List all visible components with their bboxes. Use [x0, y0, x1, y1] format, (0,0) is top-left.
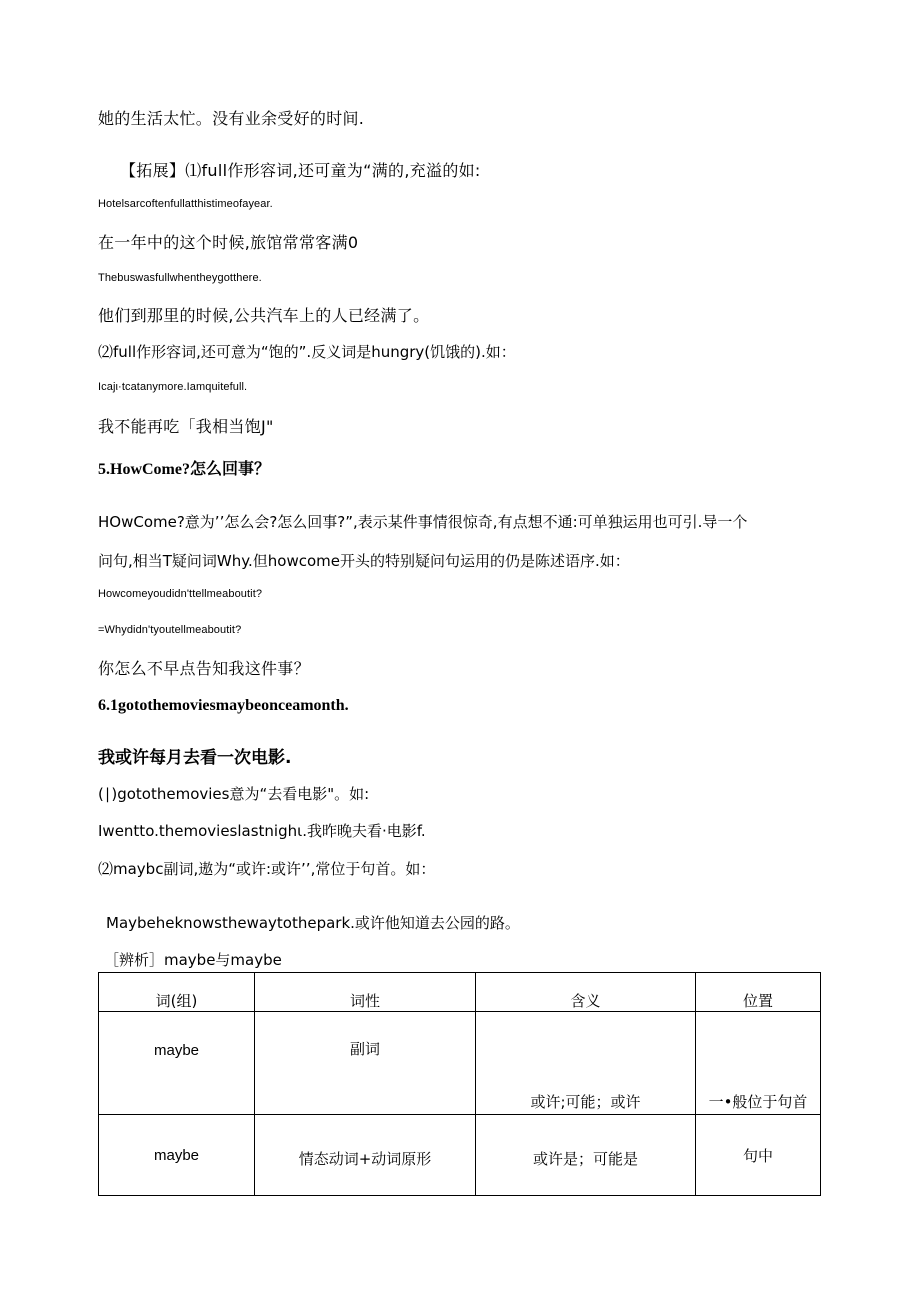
text-line-18: (∣)gotothemovies意为“去看电影"。如: [98, 785, 370, 803]
text-line-22: ［辨析］maybe与maybe [104, 951, 282, 969]
text-line-21: Maybeheknowsthewaytothepark.或许他知道去公园的路。 [106, 914, 520, 932]
text-line-9: 我不能再吃「我相当饱J" [98, 417, 274, 436]
section-heading-5: 5.HowCome?怎么回事？ [98, 461, 270, 478]
table-cell: maybe [99, 1115, 255, 1196]
comparison-table [98, 972, 821, 1196]
text-line-8: Icajι·tcatanymore.Iamquitefull. [98, 381, 248, 393]
table-cell: 情态动词+动词原形 [255, 1115, 476, 1196]
text-line-2: 【拓展】⑴full作形容词,还可童为“满的,充溢的如: [120, 161, 481, 180]
table-cell: 一•般位于句首 [696, 1012, 821, 1115]
text-line-12: 问句,相当T疑问词Why.但howcome开头的特别疑问句运用的仍是陈述语序.如： [98, 552, 630, 570]
table-cell: 或许是；可能是 [476, 1115, 696, 1196]
table-header-row [99, 973, 821, 1012]
section-heading-6: 6.1gotothemoviesmaybeonceamonth. [98, 697, 349, 714]
table-header-cell: 词性 [255, 973, 476, 1012]
table-cell: 或许;可能；或许 [476, 1012, 696, 1115]
text-line-20: ⑵maybc副词,遨为“或许:或许’’,常位于句首。如： [98, 860, 436, 878]
text-line-5: Thebuswasfullwhentheygotthere. [98, 272, 262, 284]
table-cell: maybe [99, 1012, 255, 1115]
table-cell: 副词 [255, 1012, 476, 1115]
text-line-3: Hotelsarcoftenfullatthistimeofayear. [98, 198, 273, 210]
table-row [99, 1012, 821, 1115]
text-line-11: HOwCome?意为’’怎么会?怎么回事?”,表示某件事情很惊奇,有点想不通:可单独运用也可引.导一个 [98, 513, 748, 531]
text-line-7: ⑵full作形容词,还可意为“饱的”.反义词是hungry(饥饿的).如： [98, 343, 516, 361]
text-line-4: 在一年中的这个时候,旅馆常常客满0 [98, 233, 359, 252]
text-line-14: =Whydidn'tyoutellmeaboutit? [98, 624, 242, 636]
table-header-cell: 含义 [476, 973, 696, 1012]
table-row [99, 1115, 821, 1196]
text-line-13: Howcomeyoudidn'ttellmeaboutit? [98, 588, 263, 600]
section-subheading-6: 我或许每月去看一次电影. [98, 748, 292, 768]
table-cell: 句中 [696, 1115, 821, 1196]
text-line-1: 她的生活太忙。没有业余受好的时间. [98, 109, 365, 128]
text-line-15: 你怎么不早点告知我这件事？ [98, 659, 310, 678]
table-header-cell: 位置 [696, 973, 821, 1012]
table-header-cell: 词(组) [99, 973, 255, 1012]
text-line-6: 他们到那里的时候,公共汽车上的人已经满了。 [98, 306, 430, 325]
text-line-19: Iwentto.themovieslastnighι.我昨晚夫看·电影f. [98, 822, 426, 840]
